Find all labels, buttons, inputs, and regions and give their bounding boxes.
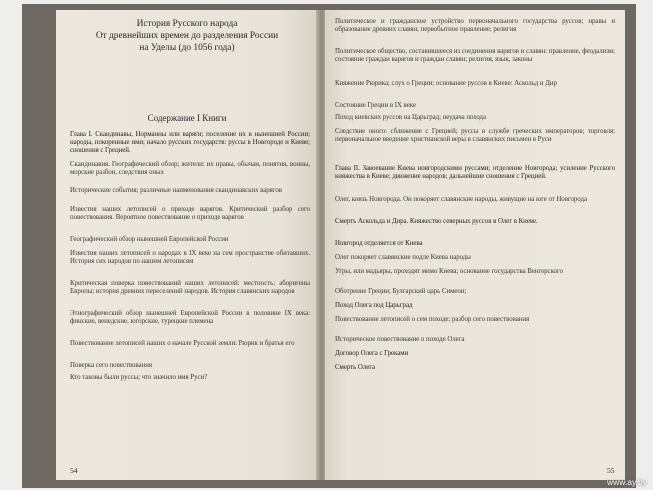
contents-entry: Поверка сего повествования [70, 362, 152, 369]
contents-entry: Поход Олега под Царьград [335, 302, 413, 309]
contents-entry: Политическое общество, составившееся из соединения варягов и славян: правление, феодализм; состояние граждан варягов и граждан славян; религия, язык, законы [335, 48, 615, 64]
left-page [56, 10, 318, 480]
contents-entry: Оботренне Греции; Булгарский царь Симеон; [335, 288, 467, 295]
book-title-line: От древнейших времен до разделения России [95, 31, 279, 41]
contents-entry: Договор Олега с Греками [335, 350, 409, 357]
contents-entry: Известия наших летописей о приходе варягов. Критический разбор сего повествования. Вероятное повествование о приходе варягов [70, 206, 310, 222]
contents-entry: Княжение Рюрика; слух о Греции; основание руссов в Киеве: Аскольд и Дир [335, 80, 557, 87]
right-page [325, 10, 625, 480]
contents-entry: Повествование летописей о сем походе; разбор сего повествования [335, 316, 530, 323]
contents-entry: Поход киевских руссов на Царьград; неудача похода [335, 114, 487, 121]
contents-entry: Смерть Аскольда и Дира. Княжество северных руссов в Олег в Киеве. [335, 218, 538, 225]
contents-entry: Повествование летописей наших о начале Русской земли: Рюрик и братья его [70, 340, 295, 347]
contents-entry: Угры, или мадьяры, проходят мимо Киева; основание государства Венгерского [335, 268, 563, 275]
book-title-line: на Уделы (до 1056 года) [139, 43, 235, 53]
contents-entry: Кто таковы были руссы; что значило имя Руси? [70, 374, 208, 381]
contents-entry: Олег, князь Новгорода. Он покоряет славянские народы, живущие на юге от Новгорода [335, 196, 587, 203]
contents-entry: Следствие оного: сближение с Грецией; руссы в службе греческих императоров; торговля; первоначальное введение христианской веры в славянских письмен в Руси [335, 128, 615, 144]
site-watermark: www.ay.by [607, 477, 647, 487]
page-number: 55 [607, 466, 615, 475]
contents-entry: Смерть Олега [335, 364, 376, 371]
contents-entry: Глава I. Скандинавы, Норманны или варяги; поселение их в нынешней России; народы, покоренные ими; начало русских государств: руссы в Новгороде и Киеве; сношения с Грецией. [70, 131, 310, 155]
contents-entry: Состояние Греции в IX веке [335, 102, 416, 109]
contents-entry: Исторические события; различные наименования скандинавских варягов [70, 187, 282, 194]
book-title-line: История Русского народа [136, 19, 238, 29]
contents-entry: Политическое и гражданское устройство первоначального государства руссов; нравы и образование древних славян; первобытное правление; религия [335, 18, 615, 34]
book-photo [22, 4, 636, 488]
contents-title: Содержание I Книги [147, 113, 227, 123]
contents-entry: Глава II. Завоевание Киева новгородскими руссами; отделение Новгорода; усиление Русского княжества в Киеве; движение народов; дальнейшие сношения с Грецией. [335, 165, 615, 181]
contents-entry: Олег покоряет славянские подле Киева народы [335, 254, 471, 261]
contents-entry: Историческое повествование о походе Олега [335, 336, 465, 343]
contents-entry: Географический обзор нынешней Европейской России [70, 236, 229, 243]
contents-entry: Критическая поверка повествований наших летописей: местность; аборигены Европы; история древних переселений народов. История славянских народов [70, 280, 310, 296]
contents-entry: Этнографический обзор нынешней Европейской России в половине IX века: финские, венедские, югорские, турецкие племена [70, 310, 310, 326]
contents-entry: Скандинавия. Географический обзор; жители: их нравы, обычаи, понятия, воины, морские разбои, следствия оных [70, 161, 310, 177]
contents-entry: Известия наших летописей о народах в IX веке на сем пространстве обитавших. История сих народов по нашим летописям [70, 250, 310, 266]
contents-entry: Новгород отделяется от Киева [335, 240, 423, 247]
page-number: 54 [70, 466, 78, 475]
